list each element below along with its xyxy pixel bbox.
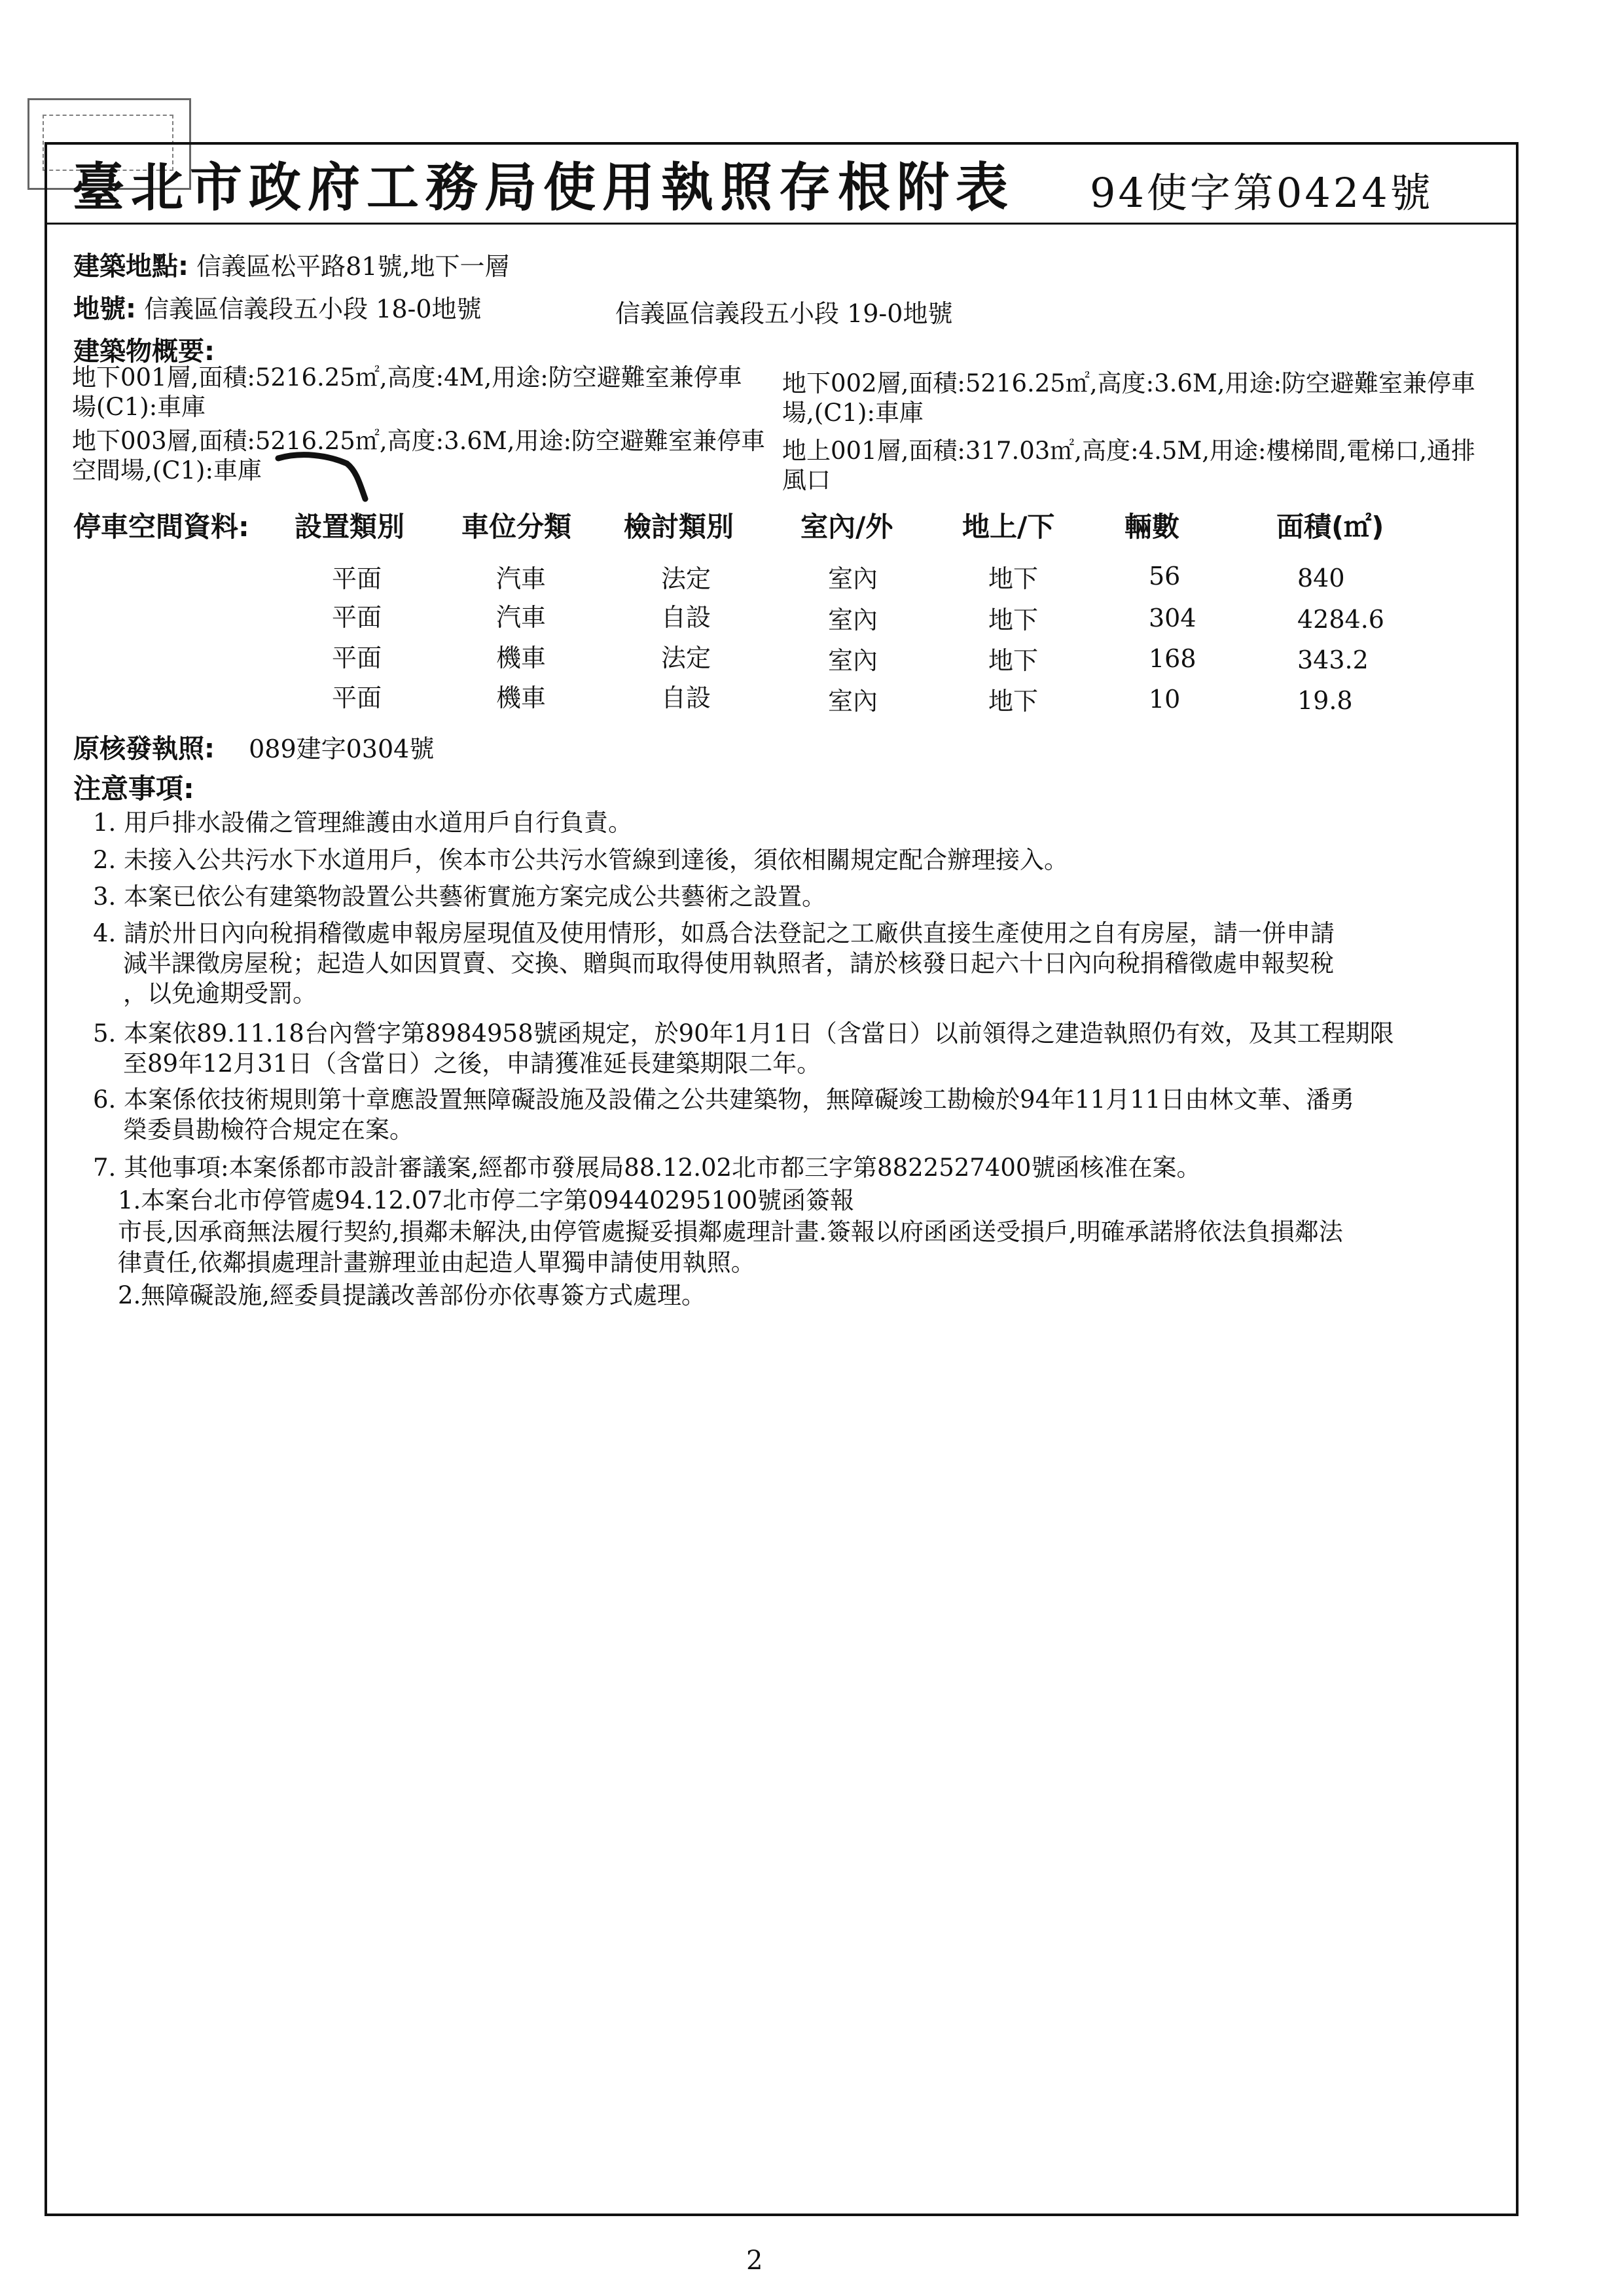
table-cell: 汽車: [496, 564, 547, 593]
license-number: 94使字第0424號: [1090, 169, 1433, 217]
building-b4-line1: 地上001層,面積:317.03㎡,高度:4.5M,用途:樓梯間,電梯口,通排: [782, 437, 1476, 465]
table-cell: 室內: [828, 646, 878, 675]
note-2: 2. 未接入公共污水下水道用戶，俟本市公共污水管線到達後，須依相關規定配合辦理接入。: [93, 846, 1069, 874]
table-cell: 840: [1297, 564, 1345, 592]
lot-value-2: 信義區信義段五小段 19-0地號: [615, 299, 953, 328]
table-cell: 304: [1149, 604, 1196, 632]
site-value: 信義區松平路81號,地下一層: [196, 252, 510, 281]
note-3: 3. 本案已依公有建築物設置公共藝術實施方案完成公共藝術之設置。: [93, 883, 827, 911]
col-head-above-below: 地上/下: [962, 511, 1055, 543]
table-cell: 自設: [661, 603, 711, 632]
building-b2-line1: 地下002層,面積:5216.25㎡,高度:3.6M,用途:防空避難室兼停車: [782, 369, 1476, 397]
page-number: 2: [746, 2246, 763, 2276]
note-5-line2: 至89年12月31日（含當日）之後，申請獲准延長建築期限二年。: [123, 1049, 821, 1078]
table-cell: 地下: [988, 606, 1039, 634]
document-title: 臺北市政府工務局使用執照存根附表: [72, 156, 1015, 218]
pen-scribble-mark: [275, 445, 373, 504]
table-cell: 10: [1149, 685, 1181, 714]
table-cell: 平面: [332, 603, 382, 632]
table-cell: 機車: [496, 644, 547, 672]
parking-label: [73, 505, 249, 545]
table-cell: 平面: [332, 644, 382, 672]
building-b3-line2: 空間場,(C1):車庫: [72, 456, 262, 484]
col-head-space-class: 車位分類: [461, 511, 572, 543]
note-1: 1. 用戶排水設備之管理維護由水道用戶自行負責。: [93, 809, 633, 837]
table-cell: 343.2: [1297, 646, 1369, 674]
lot-value-1: 信義區信義段五小段 18-0地號: [144, 295, 482, 323]
lot-label: 地號:: [73, 294, 136, 324]
note-7-sub1-line1: 1.本案台北市停管處94.12.07北市停二字第09440295100號函簽報: [118, 1186, 855, 1214]
table-cell: 平面: [332, 564, 382, 593]
col-head-count: 輛數: [1124, 511, 1180, 543]
note-4-line1: 4. 請於卅日內向稅捐稽徵處申報房屋現值及使用情形，如爲合法登記之工廠供直接生產使用之自有房屋，請一併申請: [93, 919, 1335, 947]
note-6-line1: 6. 本案係依技術規則第十章應設置無障礙設施及設備之公共建築物，無障礙竣工勘檢於94年11月11日由林文華、潘勇: [93, 1085, 1355, 1114]
table-cell: 室內: [828, 606, 878, 634]
lot-row: [73, 288, 482, 325]
building-b2-line2: 場,(C1):車庫: [782, 399, 924, 427]
table-cell: 汽車: [496, 603, 547, 632]
title-divider: [45, 223, 1519, 225]
note-7-sub1-line3: 律責任,依鄰損處理計畫辦理並由起造人單獨申請使用執照。: [118, 1248, 755, 1277]
table-cell: 地下: [988, 687, 1039, 716]
site-row: [73, 246, 510, 283]
note-7: 7. 其他事項:本案係都市設計審議案,經都市發展局88.12.02北市都三字第8822527400號函核准在案。: [93, 1154, 1201, 1182]
note-5-line1: 5. 本案依89.11.18台內營字第8984958號函規定，於90年1月1日（含當日）以前領得之建造執照仍有效，及其工程期限: [93, 1019, 1394, 1048]
table-cell: 自設: [661, 683, 711, 712]
original-license-row: [73, 728, 434, 765]
table-cell: 機車: [496, 683, 547, 712]
col-head-area: 面積(㎡): [1276, 511, 1384, 543]
table-cell: 168: [1149, 644, 1196, 673]
col-head-setup-type: 設置類別: [295, 511, 405, 543]
note-7-sub1-line2: 市長,因承商無法履行契約,損鄰未解決,由停管處擬妥損鄰處理計畫.簽報以府函函送受損戶,明確承諾將依法負損鄰法: [118, 1218, 1343, 1246]
building-b3-line1: 地下003層,面積:5216.25㎡,高度:3.6M,用途:防空避難室兼停車: [72, 427, 766, 455]
table-cell: 法定: [661, 564, 711, 593]
building-b1-line1: 地下001層,面積:5216.25㎡,高度:4M,用途:防空避難室兼停車: [72, 363, 742, 392]
building-b1-line2: 場(C1):車庫: [72, 393, 206, 421]
note-7-sub2: 2.無障礙設施,經委員提議改善部份亦依專簽方式處理。: [118, 1281, 706, 1309]
notes-label-text: 注意事項:: [73, 773, 194, 805]
notes-label: [73, 767, 194, 807]
col-head-review-type: 檢討類別: [624, 511, 734, 543]
note-4-line2: 減半課徵房屋稅；起造人如因買賣、交換、贈與而取得使用執照者，請於核發日起六十日內向稅捐稽徵處申報契稅: [123, 949, 1334, 977]
original-license-value: 089建字0304號: [249, 735, 435, 763]
building-b4-line2: 風口: [782, 466, 831, 494]
parking-label-text: 停車空間資料:: [73, 511, 249, 543]
table-cell: 4284.6: [1297, 605, 1384, 634]
note-6-line2: 榮委員勘檢符合規定在案。: [123, 1116, 414, 1144]
table-cell: 56: [1149, 562, 1181, 591]
site-label: 建築地點:: [73, 251, 189, 282]
table-cell: 室內: [828, 687, 878, 716]
table-cell: 地下: [988, 564, 1039, 593]
col-head-indoor-outdoor: 室內/外: [800, 511, 893, 543]
table-cell: 地下: [988, 646, 1039, 675]
table-cell: 19.8: [1297, 686, 1353, 715]
table-cell: 平面: [332, 683, 382, 712]
building-label-text: 建築物概要:: [73, 337, 215, 367]
original-license-label: 原核發執照:: [73, 734, 215, 764]
table-cell: 法定: [661, 644, 711, 672]
note-4-line3: ，以免逾期受罰。: [123, 979, 317, 1008]
table-cell: 室內: [828, 564, 878, 593]
